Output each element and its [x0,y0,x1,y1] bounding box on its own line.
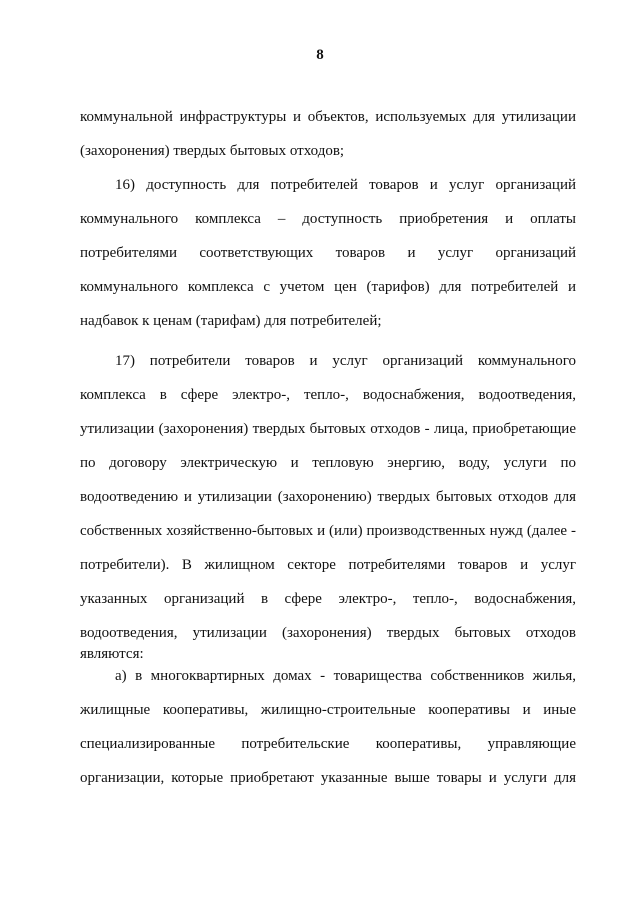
text-line: водоотведению и утилизации (захоронению) твердых бытовых отходов для [80,489,576,505]
text-line: 16) доступность для потребителей товаров и услуг организаций [115,177,576,193]
text-line: специализированные потребительские кооперативы, управляющие [80,736,576,752]
text-line: указанных организаций в сфере электро-, тепло-, водоснабжения, [80,591,576,607]
text-line: а) в многоквартирных домах - товарищества собственников жилья, [115,668,576,684]
text-line: утилизации (захоронения) твердых бытовых отходов - лица, приобретающие [80,421,576,437]
text-line: коммунального комплекса с учетом цен (тарифов) для потребителей и [80,279,576,295]
text-line: потребители). В жилищном секторе потребителями товаров и услуг [80,557,576,573]
text-line: коммунальной инфраструктуры и объектов, используемых для утилизации [80,109,576,125]
text-line: организации, которые приобретают указанные выше товары и услуги для [80,770,576,786]
text-line: собственных хозяйственно-бытовых и (или) производственных нужд (далее - [80,523,576,539]
text-line: водоотведения, утилизации (захоронения) твердых бытовых отходов [80,625,576,641]
text-line: надбавок к ценам (тарифам) для потребителей; [80,313,382,329]
text-line: комплекса в сфере электро-, тепло-, водоснабжения, водоотведения, [80,387,576,403]
text-line: жилищные кооперативы, жилищно-строительные кооперативы и иные [80,702,576,718]
text-line: коммунального комплекса – доступность приобретения и оплаты [80,211,576,227]
text-line: являются: [80,646,144,662]
text-line: потребителями соответствующих товаров и услуг организаций [80,245,576,261]
text-line: 17) потребители товаров и услуг организаций коммунального [115,353,576,369]
text-line: по договору электрическую и тепловую энергию, воду, услуги по [80,455,576,471]
page-number: 8 [316,47,324,63]
text-line: (захоронения) твердых бытовых отходов; [80,143,345,159]
